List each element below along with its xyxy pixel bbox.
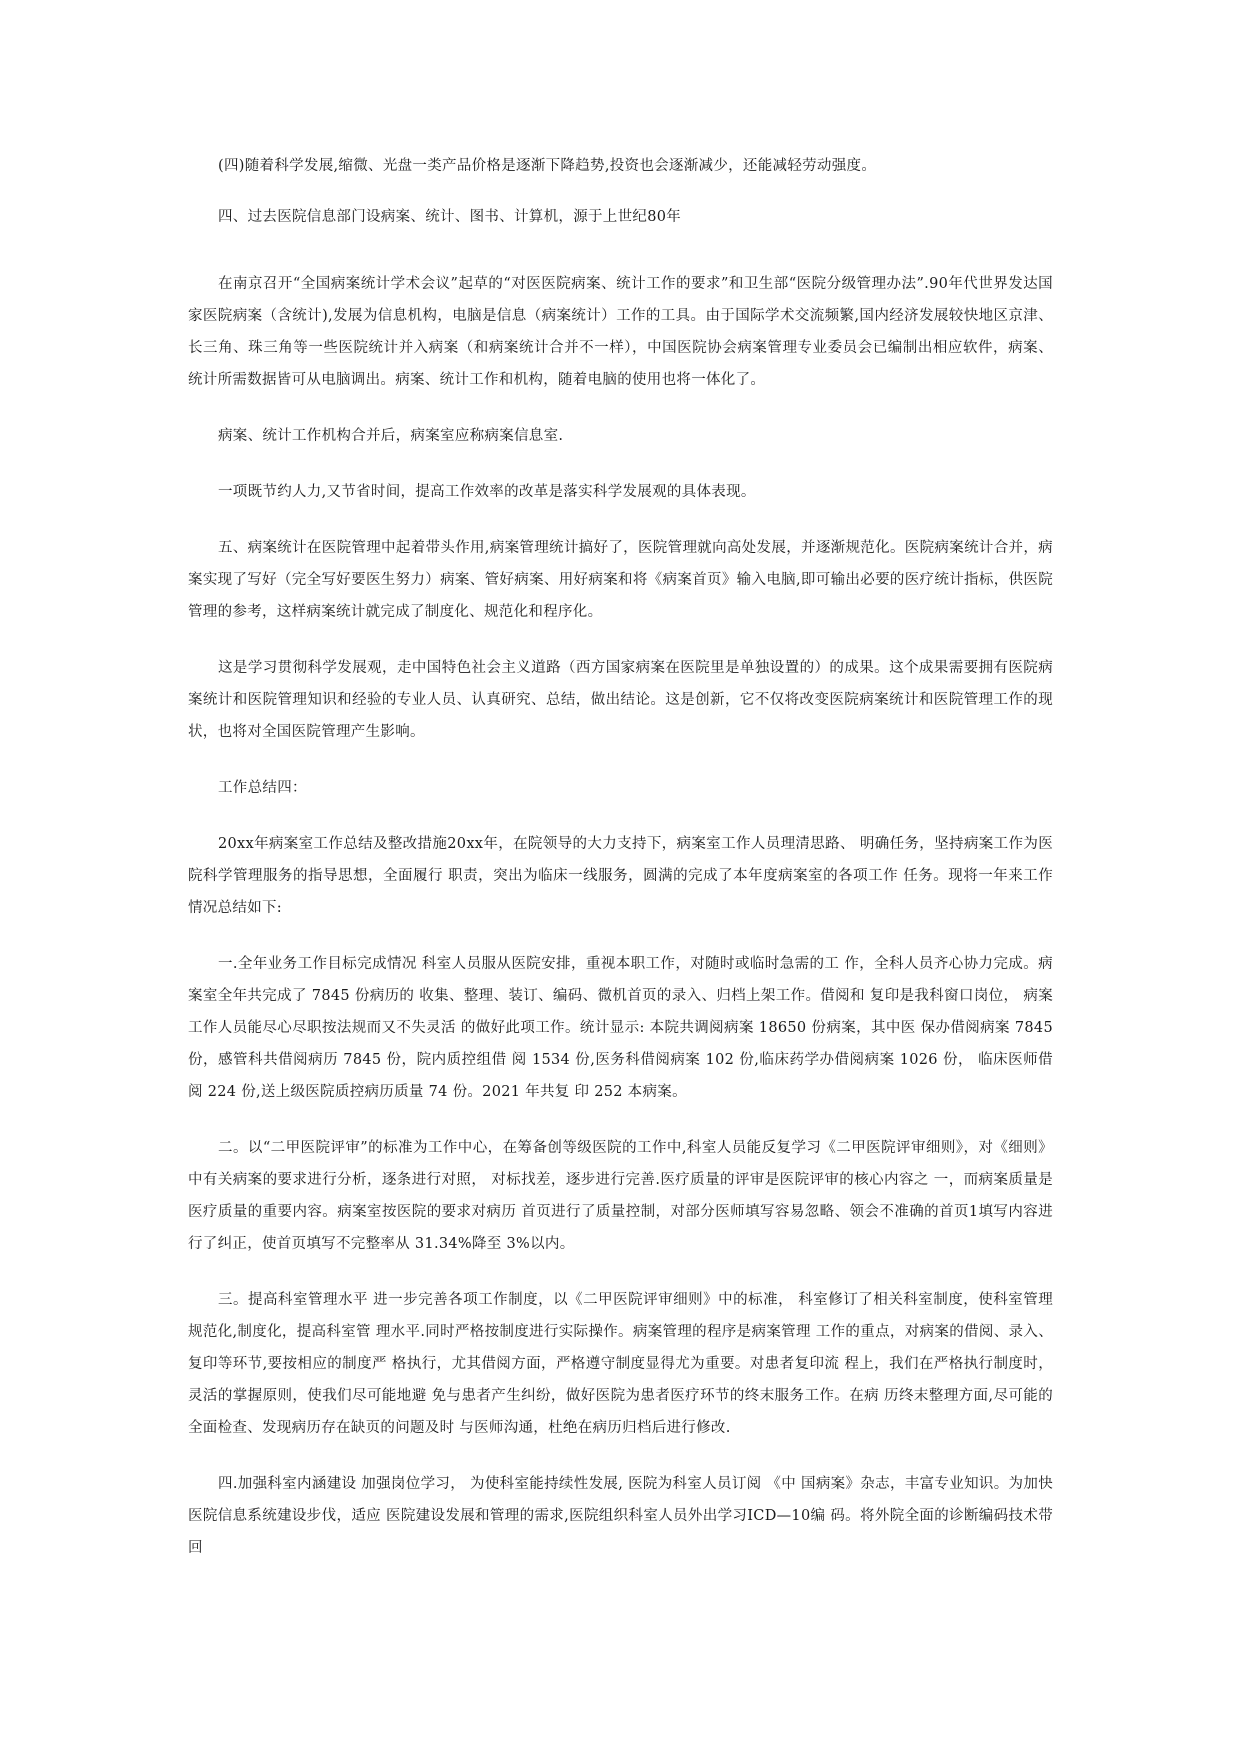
paragraph-9: 20xx年病案室工作总结及整改措施20xx年，在院领导的大力支持下，病案室工作人员理清思路、 明确任务，坚持病案工作为医院科学管理服务的指导思想，全面履行 职责，突出为临床一线服务，圆满的完成了本年度病案室的各项工作 任务。现将一年来工作情况总结如下:	[188, 836, 1053, 916]
paragraph-7: 这是学习贯彻科学发展观，走中国特色社会主义道路（西方国家病案在医院里是单独设置的）的成果。这个成果需要拥有医院病案统计和医院管理知识和经验的专业人员、认真研究、总结，做出结论。这是创新，它不仅将改变医院病案统计和医院管理工作的现状，也将对全国医院管理产生影响。	[188, 660, 1053, 740]
paragraph-5: 一项既节约人力,又节省时间，提高工作效率的改革是落实科学发展观的具体表现。	[218, 484, 756, 500]
paragraph-6: 五、病案统计在医院管理中起着带头作用,病案管理统计搞好了，医院管理就向高处发展，并逐渐规范化。医院病案统计合并，病案实现了写好（完全写好要医生努力）病案、管好病案、用好病案和将《病案首页》输入电脑,即可输出必要的医疗统计指标，供医院管理的参考，这样病案统计就完成了制度化、规范化和程序化。	[188, 540, 1053, 620]
paragraph-11: 二。以“二甲医院评审”的标准为工作中心，在筹备创等级医院的工作中,科室人员能反复学习《二甲医院评审细则》，对《细则》中有关病案的要求进行分析，逐条进行对照， 对标找差，逐步进行完善.医疗质量的评审是医院评审的核心内容之 一，而病案质量是医疗质量的重要内容。病案室按医院的要求对病历 首页进行了质量控制，对部分医师填写容易忽略、领会不准确的首页1填写内容进行了纠正，使首页填写不完整率从 31.34%降至 3%以内。	[188, 1140, 1053, 1252]
paragraph-1: (四)随着科学发展,缩微、光盘一类产品价格是逐渐下降趋势,投资也会逐渐减少，还能减轻劳动强度。	[218, 158, 877, 174]
paragraph-3: 在南京召开“全国病案统计学术会议”起草的“对医医院病案、统计工作的要求”和卫生部“医院分级管理办法”.90年代世界发达国家医院病案（含统计),发展为信息机构，电脑是信息（病案统计）工作的工具。由于国际学术交流频繁,国内经济发展较快地区京津、长三角、珠三角等一些医院统计并入病案（和病案统计合并不一样），中国医院协会病案管理专业委员会已编制出相应软件，病案、统计所需数据皆可从电脑调出。病案、统计工作和机构，随着电脑的使用也将一体化了。	[188, 276, 1053, 388]
paragraph-12: 三。提高科室管理水平 进一步完善各项工作制度，以《二甲医院评审细则》中的标准， 科室修订了相关科室制度，使科室管理规范化,制度化，提高科室管 理水平.同时严格按制度进行实际操作。病案管理的程序是病案管理 工作的重点，对病案的借阅、录入、复印等环节,要按相应的制度严 格执行，尤其借阅方面，严格遵守制度显得尤为重要。对患者复印流 程上，我们在严格执行制度时，灵活的掌握原则，使我们尽可能地避 免与患者产生纠纷，做好医院为患者医疗环节的终末服务工作。在病 历终末整理方面,尽可能的全面检查、发现病历存在缺页的问题及时 与医师沟通，杜绝在病历归档后进行修改.	[188, 1292, 1053, 1436]
paragraph-8-heading: 工作总结四：	[218, 780, 307, 796]
paragraph-2: 四、过去医院信息部门设病案、统计、图书、计算机，源于上世纪80年	[218, 209, 682, 225]
paragraph-4: 病案、统计工作机构合并后，病案室应称病案信息室.	[218, 428, 564, 444]
paragraph-13: 四.加强科室内涵建设 加强岗位学习， 为使科室能持续性发展, 医院为科室人员订阅 《中 国病案》杂志，丰富专业知识。为加快医院信息系统建设步伐，适应 医院建设发展和管理的需求,医院组织科室人员外出学习ICD—10编 码。将外院全面的诊断编码技术带回	[188, 1476, 1053, 1556]
paragraph-10: 一.全年业务工作目标完成情况 科室人员服从医院安排，重视本职工作，对随时或临时急需的工 作，全科人员齐心协力完成。病案室全年共完成了 7845 份病历的 收集、整理、装订、编码、微机首页的录入、归档上架工作。借阅和 复印是我科窗口岗位， 病案工作人员能尽心尽职按法规而又不失灵活 的做好此项工作。统计显示: 本院共调阅病案 18650 份病案，其中医 保办借阅病案 7845 份，感管科共借阅病历 7845 份，院内质控组借 阅 1534 份,医务科借阅病案 102 份,临床药学办借阅病案 1026 份， 临床医师借阅 224 份,送上级医院质控病历质量 74 份。2021 年共复 印 252 本病案。	[188, 956, 1053, 1100]
document-page	[188, 150, 1053, 1564]
